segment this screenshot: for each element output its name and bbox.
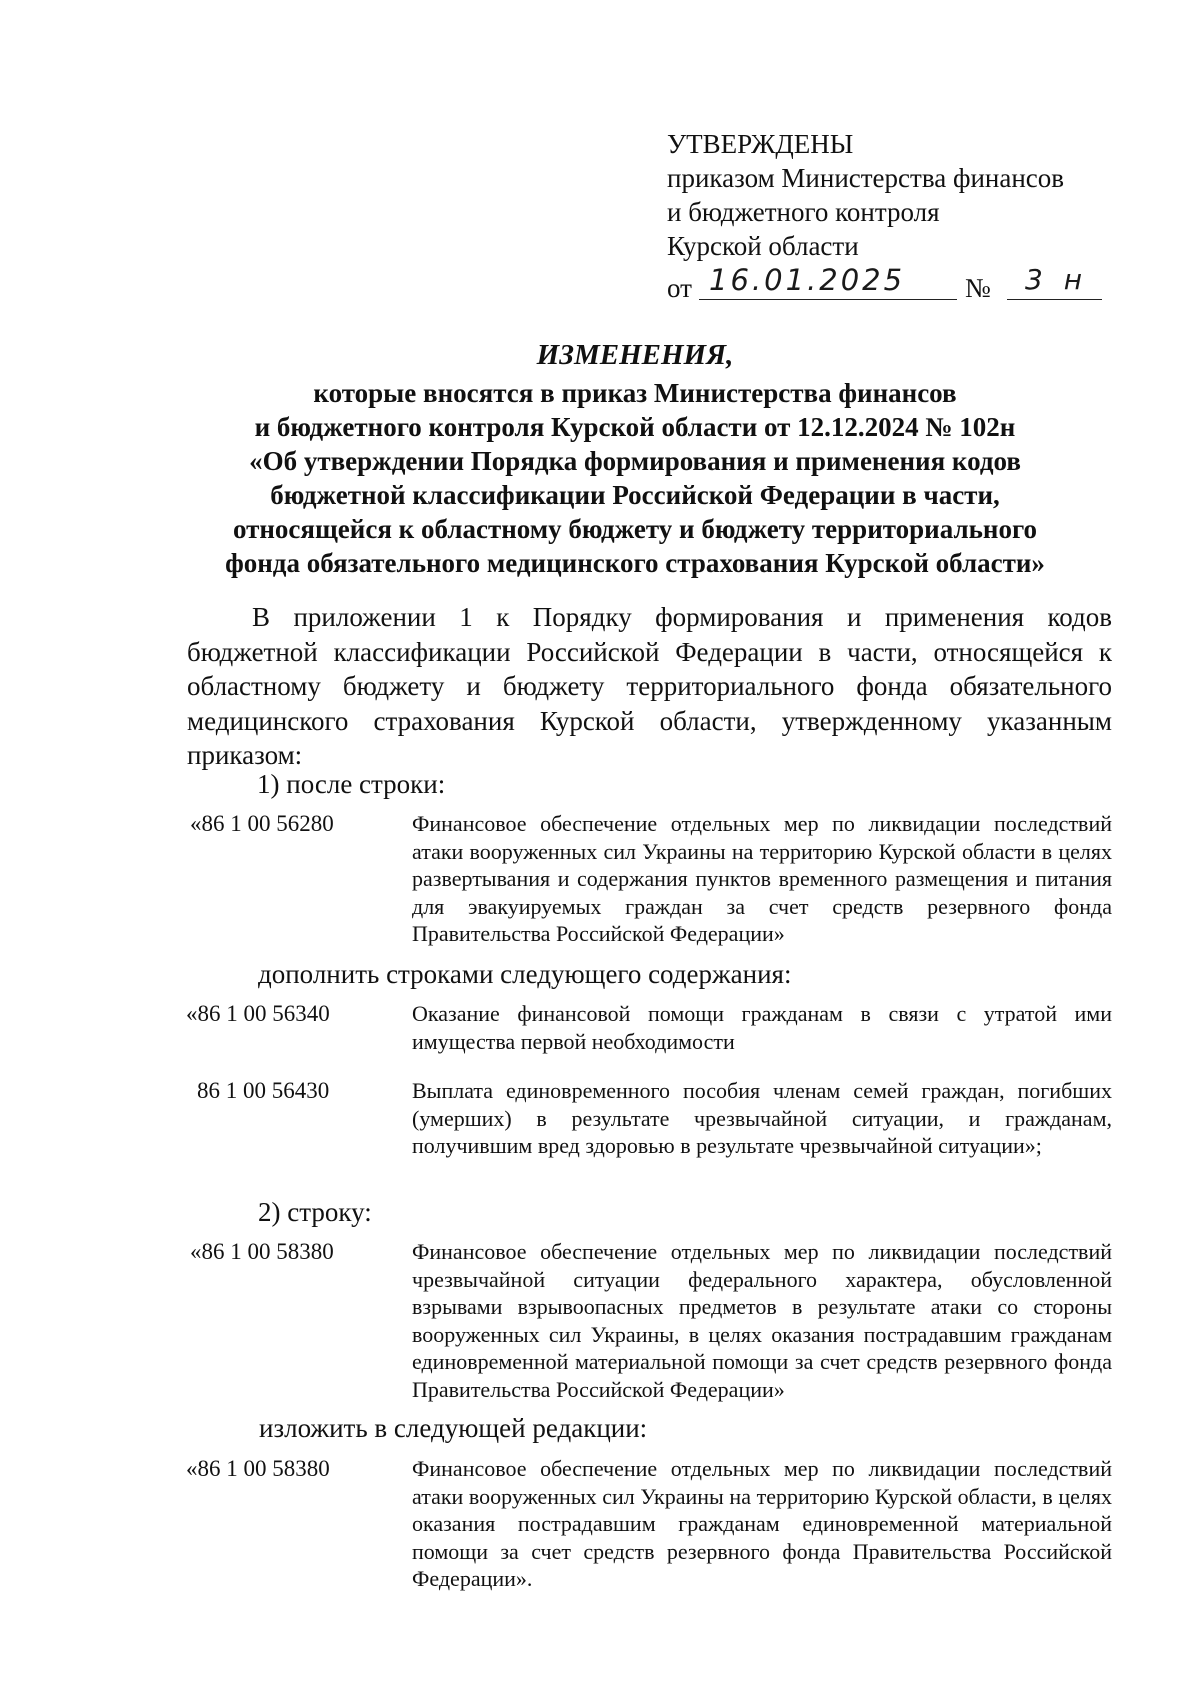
title-line: фонда обязательного медицинского страхования Курской области» <box>225 548 1045 578</box>
intro-text: В приложении 1 к Порядку формирования и применения кодов бюджетной классификации Российской Федерации в части, относящейся к областному бюджету и бюджету территориального фонда обязательного медицинского страхования Курской области, утвержденному указанным приказом: <box>187 602 1112 770</box>
title-line: бюджетной классификации Российской Федерации в части, <box>270 480 1000 510</box>
budget-code: «86 1 00 58380 <box>186 1456 330 1481</box>
number-label: № <box>965 273 991 303</box>
budget-code: «86 1 00 58380 <box>190 1239 334 1264</box>
title-line: относящейся к областному бюджету и бюджету территориального <box>232 514 1038 544</box>
approval-date-row <box>667 263 1097 303</box>
code-description: Финансовое обеспечение отдельных мер по ликвидации последствий атаки вооруженных сил Украины на территорию Курской области в целях развертывания и содержания пунктов временного размещения и питания для эвакуируемых граждан за счет средств резервного фонда Правительства Российской Федерации» <box>412 811 1112 946</box>
title-line: «Об утверждении Порядка формирования и применения кодов <box>249 446 1021 476</box>
budget-code: «86 1 00 56280 <box>190 811 334 836</box>
title-line: которые вносятся в приказ Министерства финансов <box>313 378 957 408</box>
code-description: Финансовое обеспечение отдельных мер по ликвидации последствий атаки вооруженных сил Украины на территорию Курской области, в целях оказания пострадавшим гражданам единовременной материальной помощи за счет средств резервного фонда Правительства Российской Федерации». <box>412 1456 1112 1591</box>
approval-line: Курской области <box>667 231 859 261</box>
approval-block <box>667 127 1097 303</box>
intro-paragraph <box>187 600 1112 773</box>
handwritten-date: 16.01.2025 <box>709 263 906 297</box>
handwritten-number: 3 н <box>1025 263 1089 296</box>
item2-replace-label: изложить в следующей редакции: <box>259 1413 648 1443</box>
code-description: Выплата единовременного пособия членам семей граждан, погибших (умерших) в результате чрезвычайной ситуации, и гражданам, получившим вред здоровью в результате чрезвычайной ситуации»; <box>412 1078 1112 1158</box>
title-heading: ИЗМЕНЕНИЯ, <box>536 339 734 371</box>
document-title <box>150 338 1120 580</box>
item1-add-label: дополнить строками следующего содержания: <box>258 959 792 989</box>
item2-label: 2) строку: <box>258 1197 372 1227</box>
code-description: Финансовое обеспечение отдельных мер по ликвидации последствий чрезвычайной ситуации федерального характера, обусловленной взрывами взрывоопасных предметов в результате атаки со стороны вооруженных сил Украины, в целях оказания пострадавшим гражданам единовременной материальной помощи за счет средств резервного фонда Правительства Российской Федерации» <box>412 1239 1112 1402</box>
title-line: и бюджетного контроля Курской области от 12.12.2024 № 102н <box>254 412 1016 442</box>
approval-line: приказом Министерства финансов <box>667 163 1065 193</box>
approval-line: и бюджетного контроля <box>667 197 940 227</box>
budget-code: 86 1 00 56430 <box>197 1078 330 1103</box>
date-blank-line <box>699 299 957 300</box>
budget-code: «86 1 00 56340 <box>186 1001 330 1026</box>
code-description: Оказание финансовой помощи гражданам в связи с утратой ими имущества первой необходимости <box>412 1001 1112 1054</box>
from-label: от <box>667 273 692 303</box>
approval-heading: УТВЕРЖДЕНЫ <box>667 129 854 159</box>
item1-label: 1) после строки: <box>257 769 446 799</box>
number-blank-line <box>1007 299 1102 300</box>
